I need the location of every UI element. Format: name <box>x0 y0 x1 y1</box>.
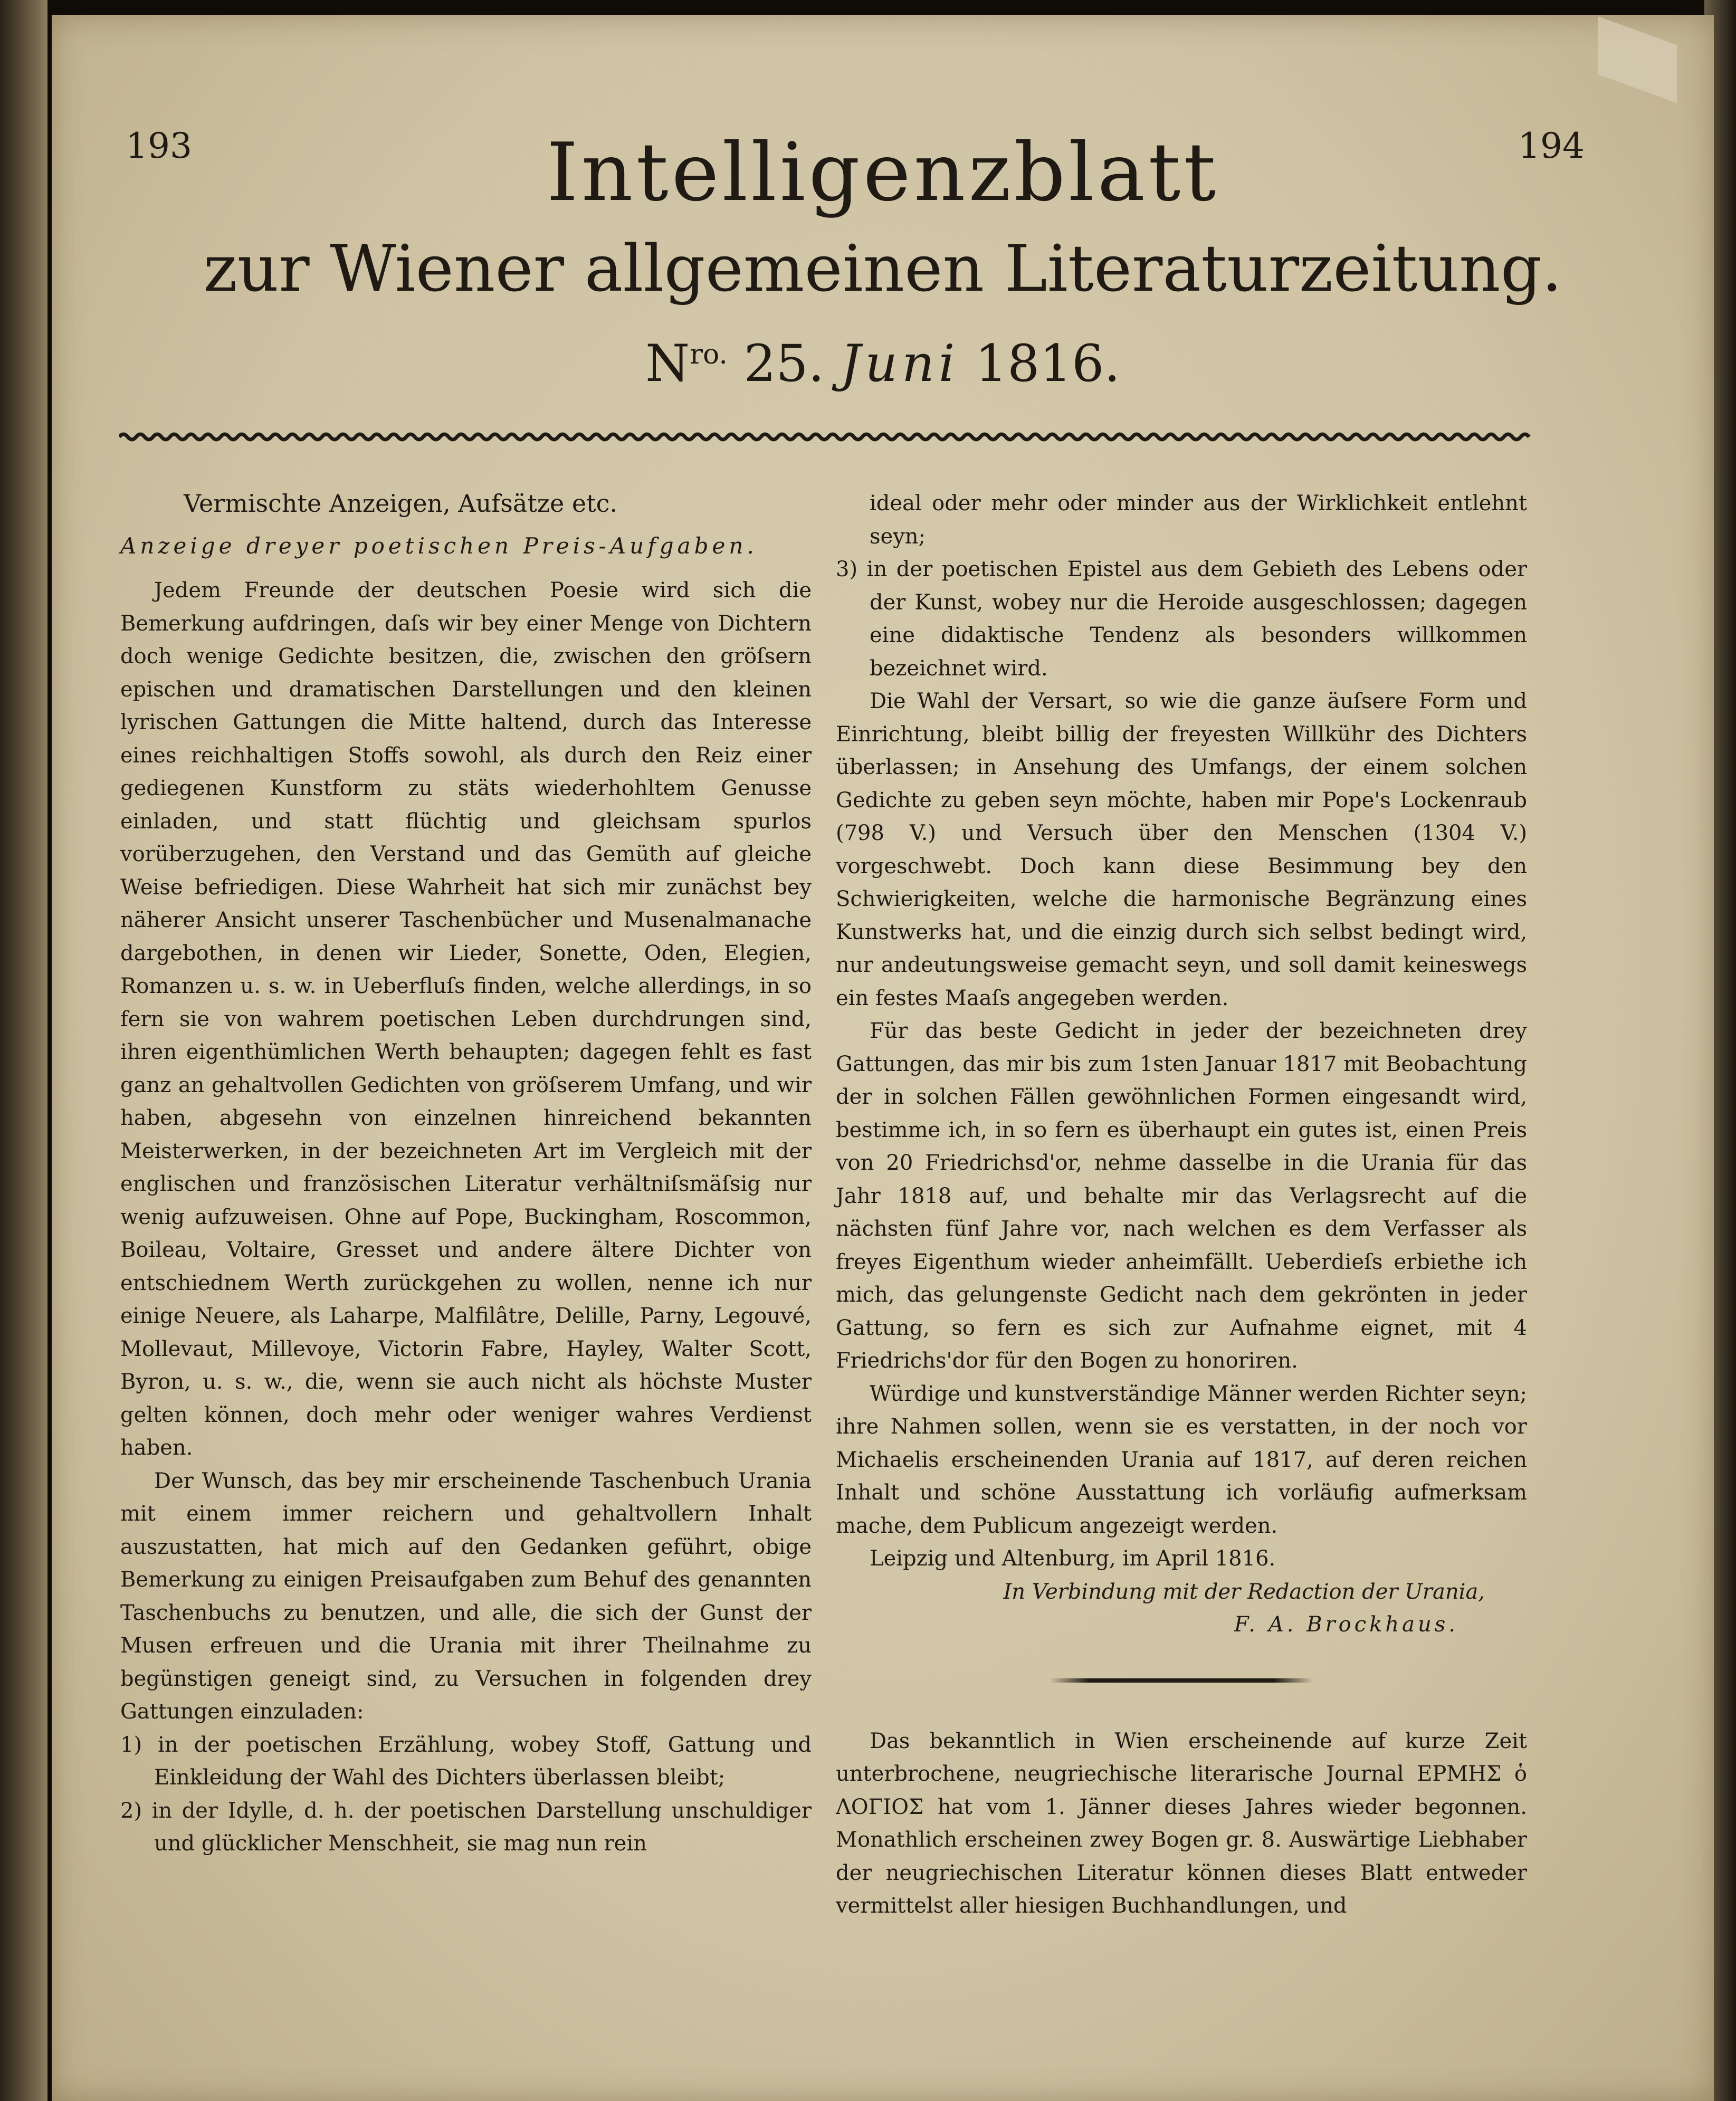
issue-year: 1816. <box>975 334 1120 393</box>
masthead-title: Intelligenzblatt <box>546 126 1219 219</box>
issue-sup: ro. <box>690 339 728 370</box>
list-item: 1) in der poetischen Erzählung, wobey Stoff, Gattung und Einkleidung der Wahl des Dichters überlassen bleibt; <box>120 1732 812 1790</box>
folded-corner <box>1598 16 1677 103</box>
article-heading: Anzeige dreyer poetischen Preis-Aufgaben. <box>120 532 758 559</box>
section-rule <box>1050 1678 1313 1683</box>
paragraph: Für das beste Gedicht in jeder der bezeichneten drey Gattungen, das mir bis zum 1sten Januar 1817 mit Beobachtung der in solchen Fällen gewöhnlichen Formen eingesandt wird, bestimme ich, in so fern es überhaupt ein gutes ist, einen Preis von 20 Friedrichsd'or, nehme dasselbe in die Urania für das Jahr 1818 auf, und behalte mir das Verlagsrecht auf die nächsten fünf Jahre vor, nach welchen es dem Verfasser als freyes Eigenthum wieder anheimfällt. Ueberdieſs erbiethe ich mich, das gelungenste Gedicht nach dem gekrönten in jeder Gattung, so fern es sich zur Aufnahme eignet, mit 4 Friedrichs'dor für den Bogen zu honoriren. <box>836 1019 1527 1373</box>
book-spine-left <box>0 0 47 2101</box>
paragraph: Das bekanntlich in Wien erscheinende auf kurze Zeit unterbrochene, neugriechische literarische Journal ΕΡΜΗΣ ὁ ΛΟΓΙΟΣ hat vom 1. Jänner dieses Jahres wieder begonnen. Monathlich erscheinen zwey Bogen gr. 8. Auswärtige Liebhaber der neugriechischen Literatur können dieses Blatt entweder vermittelst aller hiesigen Buchhandlungen, und <box>836 1728 1527 1918</box>
paragraph: Die Wahl der Versart, so wie die ganze äuſsere Form und Einrichtung, bleibt billig der freyesten Willkühr des Dichters überlassen; in Ansehung des Umfangs, der einem solchen Gedichte zu geben seyn möchte, haben mir Pope's Lockenraub (798 V.) und Versuch über den Menschen (1304 V.) vorgeschwebt. Doch kann diese Besimmung bey den Schwierigkeiten, welche die harmonische Begränzung eines Kunstwerks hat, und die einzig durch sich selbst bedingt wird, nur andeutungsweise gemacht seyn, und soll damit keineswegs ein festes Maaſs angegeben werden. <box>836 689 1527 1010</box>
section-heading: Vermischte Anzeigen, Aufsätze etc. <box>184 489 617 518</box>
list-item: 2) in der Idylle, d. h. der poetischen Darstellung unschuldiger und glücklicher Menschheit, sie mag nun rein <box>120 1798 812 1856</box>
right-column <box>836 487 1527 1923</box>
issue-line <box>52 334 1714 393</box>
issue-month: Juni <box>840 334 959 393</box>
list-item: 3) in der poetischen Epistel aus dem Gebieth des Lebens oder der Kunst, wobey nur die Heroide ausgeschlossen; dagegen eine didaktische Tendenz als besonders willkommen bezeichnet wird. <box>836 557 1527 681</box>
signature-name: F. A. Brockhaus. <box>1234 1612 1458 1637</box>
masthead-subtitle: zur Wiener allgemeinen Literaturzeitung. <box>203 231 1562 306</box>
newspaper-page <box>52 15 1714 2101</box>
signature-affiliation: In Verbindung mit der Redaction der Urania, <box>1003 1579 1485 1604</box>
paragraph: Würdige und kunstverständige Männer werden Richter seyn; ihre Nahmen sollen, wenn sie es verstatten, in der noch vor Michaelis erscheinenden Urania auf 1817, auf deren reichen Inhalt und schöne Ausstattung ich vorläufig aufmerksam mache, dem Publicum angezeigt werden. <box>836 1381 1527 1538</box>
signature-place-date: Leipzig und Altenburg, im April 1816. <box>870 1546 1276 1571</box>
left-column <box>120 487 812 1860</box>
paragraph-continuation: ideal oder mehr oder minder aus der Wirklichkeit entlehnt seyn; <box>870 491 1527 549</box>
paragraph: Der Wunsch, das bey mir erscheinende Taschenbuch Urania mit einem immer reichern und gehaltvollern Inhalt auszustatten, hat mich auf den Gedanken geführt, obige Bemerkung zu einigen Preisaufgaben zum Behuf des genannten Taschenbuchs zu benutzen, und alle, die sich der Gunst der Musen erfreuen und die Urania mit ihrer Theilnahme zu begünstigen geneigt sind, zu Versuchen in folgenden drey Gattungen einzuladen: <box>120 1468 812 1724</box>
wavy-divider <box>119 431 1533 443</box>
issue-prefix: N <box>645 334 690 393</box>
page-number-right: 194 <box>1518 126 1585 166</box>
issue-number: 25. <box>743 334 825 393</box>
paragraph: Jedem Freunde der deutschen Poesie wird sich die Bemerkung aufdringen, daſs wir bey einer Menge von Dichtern doch wenige Gedichte besitzen, die, zwischen den gröſsern epischen und dramatischen Darstellungen und den kleinen lyrischen Gattungen die Mitte haltend, durch das Interesse eines reichhaltigen Stoffs sowohl, als durch den Reiz einer gediegenen Kunstform zu stäts wiederhohltem Genusse einladen, und statt flüchtig und gleichsam spurlos vorüberzugehen, den Verstand und das Gemüth auf gleiche Weise befriedigen. Diese Wahrheit hat sich mir zunächst bey näherer Ansicht unserer Taschenbücher und Musenalmanache dargebothen, in denen wir Lieder, Sonette, Oden, Elegien, Romanzen u. s. w. in Ueberfluſs finden, welche allerdings, in so fern sie von wahrem poetischen Leben durchdrungen sind, ihren eigenthümlichen Werth behaupten; dagegen fehlt es fast ganz an gehaltvollen Gedichten von gröſserem Umfang, und wir haben, abgesehn von einzelnen hinreichend bekannten Meisterwerken, in der bezeichneten Art im Vergleich mit der englischen und französischen Literatur verhältniſsmäſsig nur wenig aufzuweisen. Ohne auf Pope, Buckingham, Roscommon, Boileau, Voltaire, Gresset und andere ältere Dichter von entschiednem Werth zurückgehen zu wollen, nenne ich nur einige Neuere, als Laharpe, Malfilâtre, Delille, Parny, Legouvé, Mollevaut, Millevoye, Victorin Fabre, Hayley, Walter Scott, Byron, u. s. w., die, wenn sie auch nicht als höchste Muster gelten können, doch mehr oder weniger wahres Verdienst haben. <box>120 578 812 1460</box>
page-number-left: 193 <box>126 126 192 166</box>
